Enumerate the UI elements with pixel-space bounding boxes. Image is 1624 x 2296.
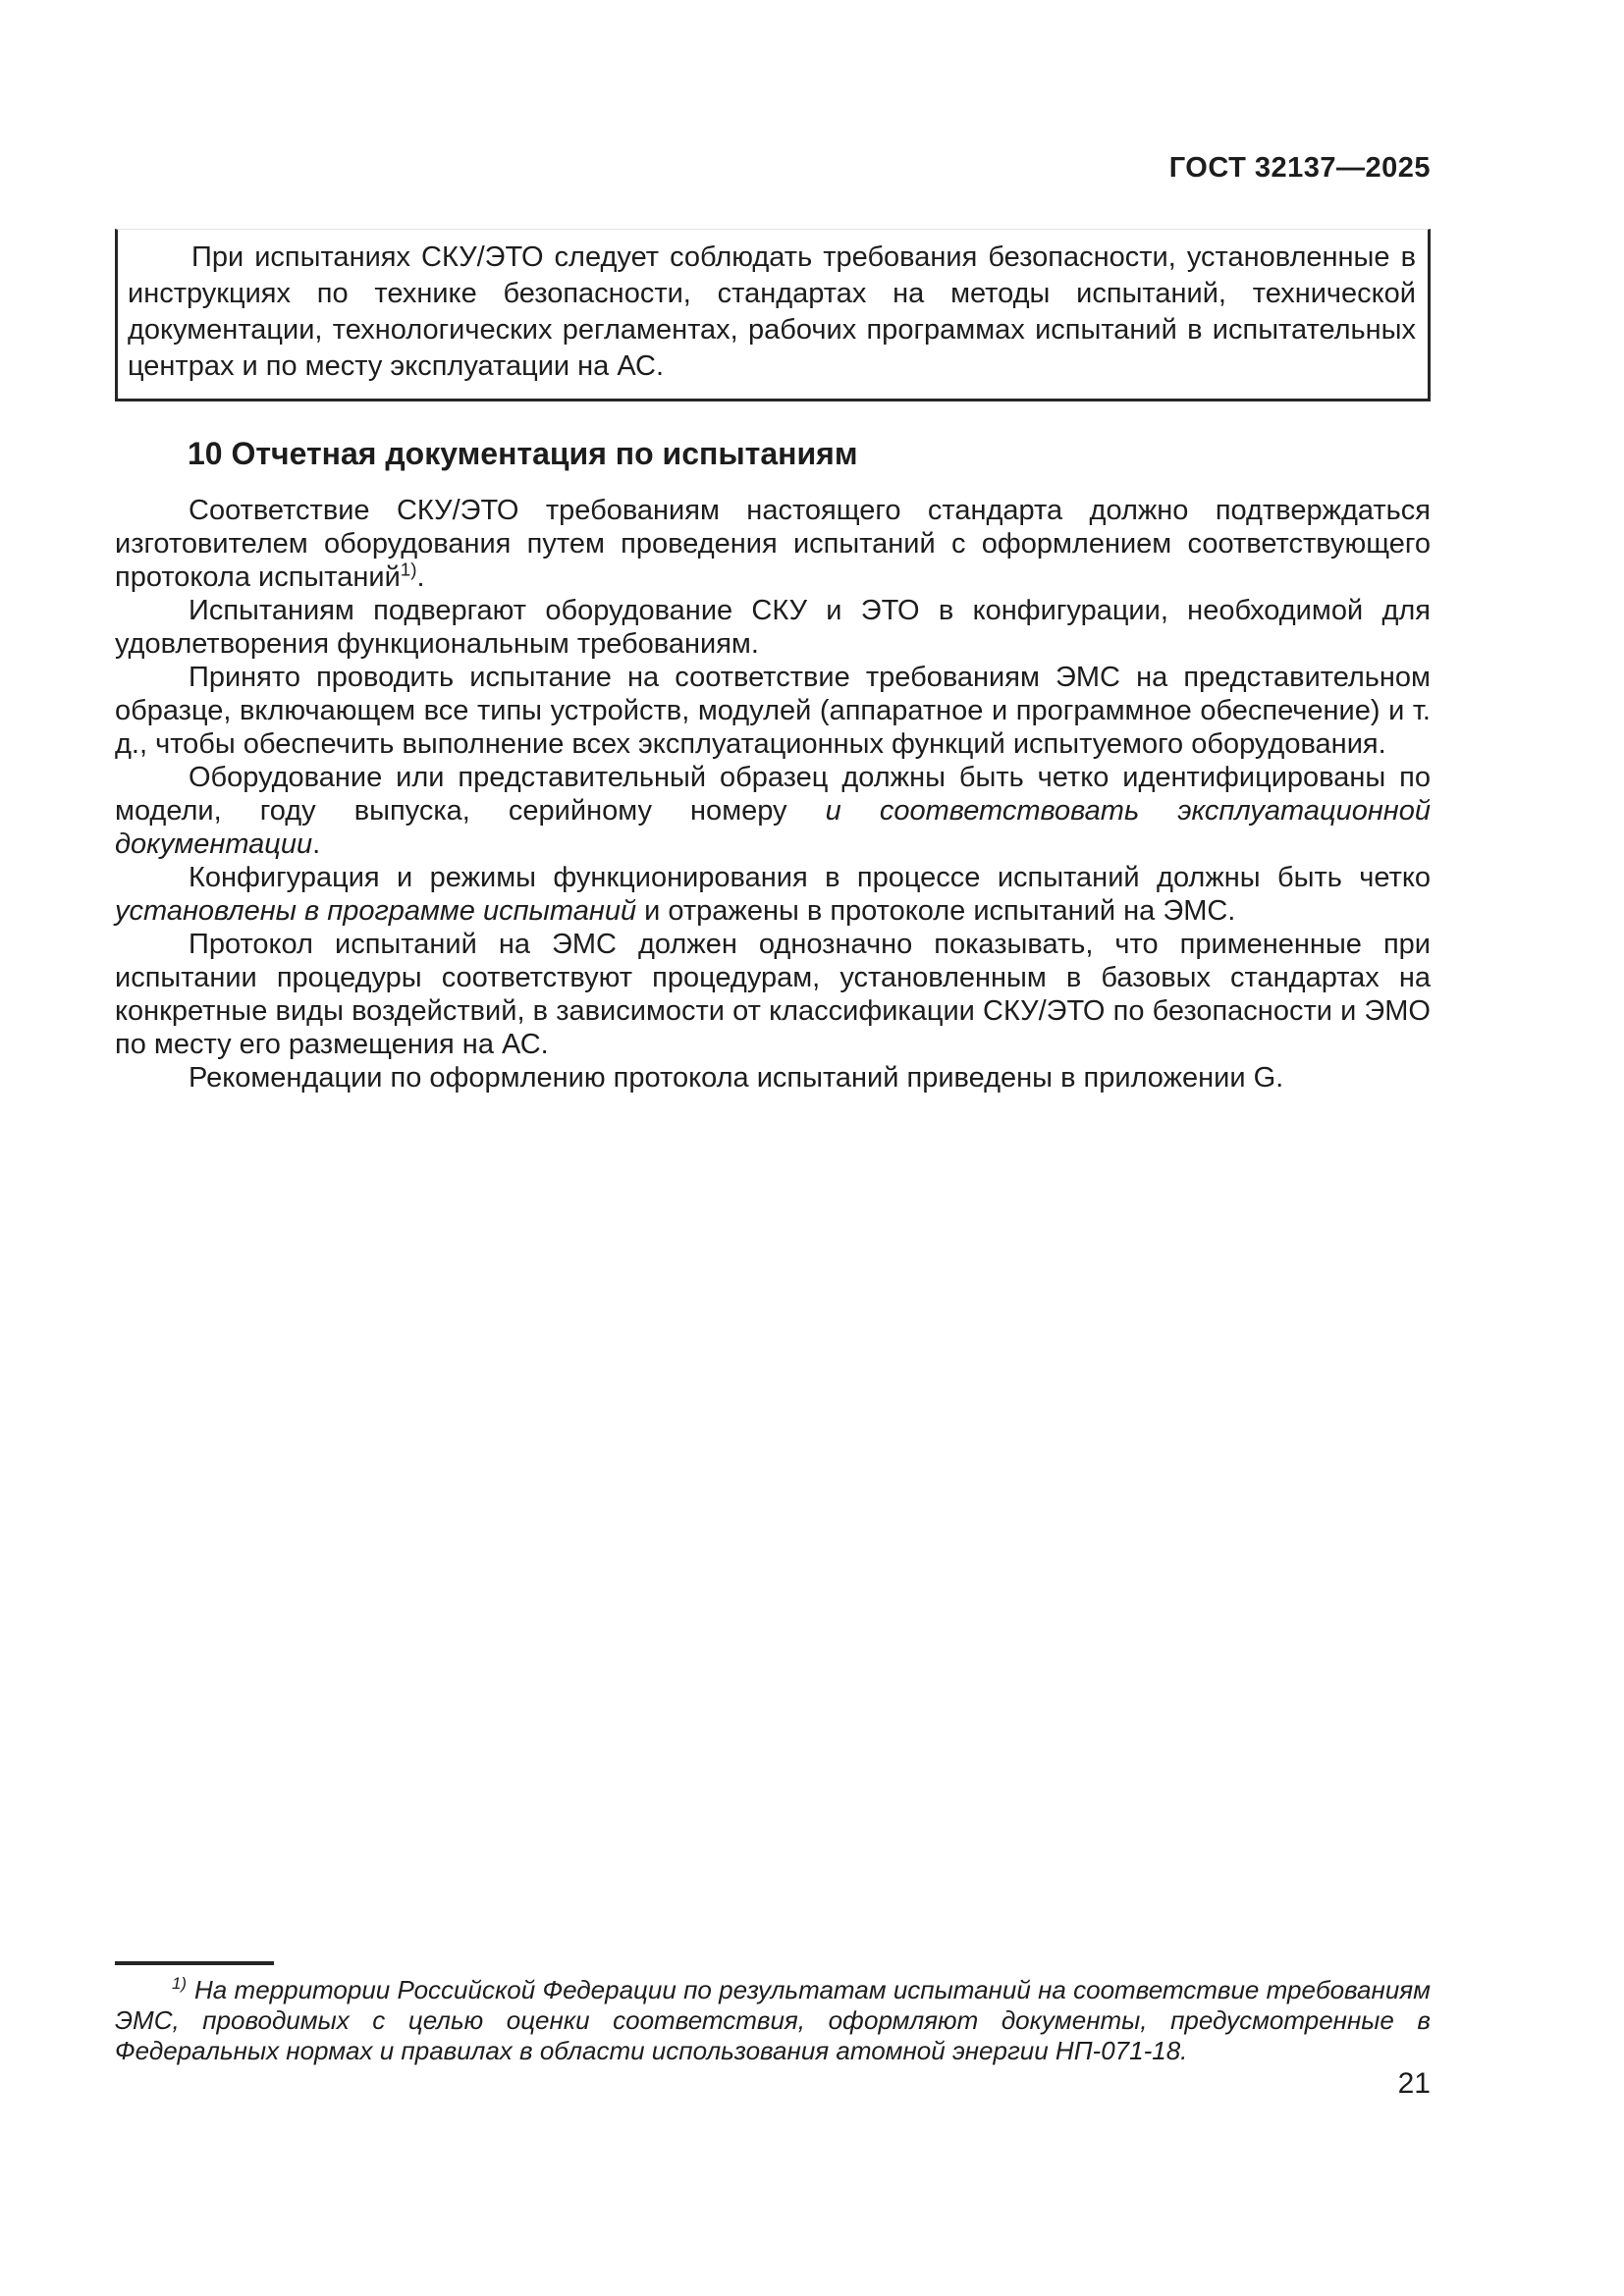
text-run: Оборудование или представительный образец должны быть четко идентифицированы по модели, году выпуска, серийному номеру [115,762,1431,827]
paragraph [115,661,1431,761]
text-run: установлены в программе испытаний [115,895,637,927]
paragraph [115,494,1431,594]
paragraph [115,761,1431,861]
footnote-reference: 1) [400,559,417,580]
text-run: . [416,561,425,593]
section-body [115,494,1431,1095]
paragraph [115,594,1431,661]
footnote-text [115,1975,1431,2066]
footnote-area [115,1961,1431,2066]
footnote-body: На территории Российской Федерации по результатам испытаний на соответствие требованиям ЭМС, проводимых с целью оценки соответствия, оформляют документы, предусмотренные в Федеральных нормах и правилах в области использования атомной энергии НП-071-18. [115,1975,1431,2065]
running-header: ГОСТ 32137—2025 [1168,152,1431,184]
text-run: Соответствие СКУ/ЭТО требованиям настоящего стандарта должно подтверждаться изготовителем оборудования путем проведения испытаний с оформлением соответствующего протокола испытаний [115,495,1431,593]
text-run: Конфигурация и режимы функционирования в процессе испытаний должны быть четко [189,862,1431,893]
text-run: и отражены в протоколе испытаний на ЭМС. [636,895,1236,927]
safety-notice-box [115,229,1431,401]
text-run: и соответствовать эксплуатационной документации [115,795,1432,860]
page-number: 21 [1397,2067,1431,2100]
paragraph [115,1061,1431,1095]
section-heading: 10 Отчетная документация по испытаниям [188,436,858,471]
safety-notice-text: При испытаниях СКУ/ЭТО следует соблюдать требования безопасности, установленные в инструкциях по технике безопасности, стандартах на методы испытаний, технической документации, технологических регламентах, рабочих программах испытаний в испытательных центрах и по месту эксплуатации на АС. [128,241,1416,382]
text-run: . [312,828,321,860]
paragraph [115,928,1431,1061]
text-run: Испытаниям подвергают оборудование СКУ и ЭТО в конфигурации, необходимой для удовлетворения функциональным требованиям. [115,595,1431,660]
text-run: Протокол испытаний на ЭМС должен однозначно показывать, что примененные при испытании процедуры соответствуют процедурам, установленным в базовых стандартах на конкретные виды воздействий, в зависимости от классификации СКУ/ЭТО по безопасности и ЭМО по месту его размещения на АС. [115,929,1431,1060]
text-run: Рекомендации по оформлению протокола испытаний приведены в приложении G. [189,1062,1284,1094]
footnote-rule [115,1961,274,1965]
text-run: Принято проводить испытание на соответствие требованиям ЭМС на представительном образце, включающем все типы устройств, модулей (аппаратное и программное обеспечение) и т. д., чтобы обеспечить выполнение всех эксплуатационных функций испытуемого оборудования. [115,662,1431,760]
paragraph [115,861,1431,928]
footnote-marker: 1) [172,1974,188,1994]
